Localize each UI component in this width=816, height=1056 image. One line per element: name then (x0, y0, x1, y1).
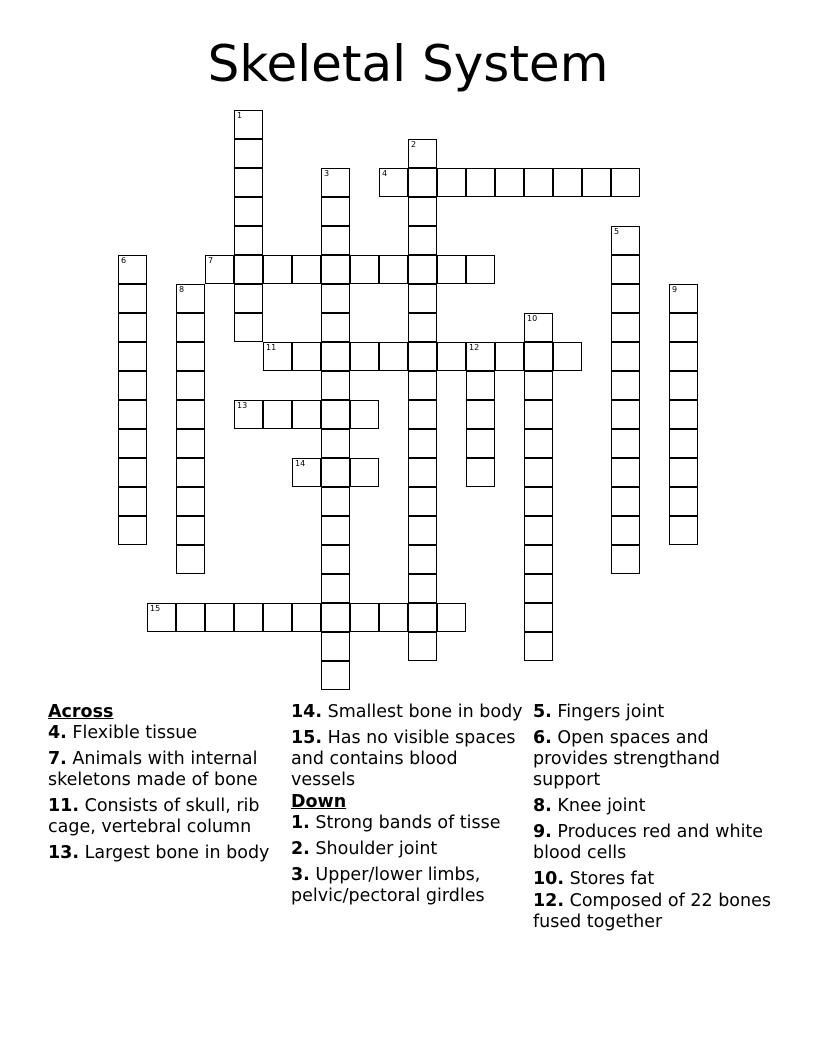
grid-cell[interactable] (263, 400, 292, 429)
grid-cell[interactable] (669, 487, 698, 516)
cell-number: 8 (179, 285, 185, 294)
grid-cell[interactable] (466, 255, 495, 284)
cell-number: 15 (150, 604, 161, 613)
grid-cell[interactable] (408, 197, 437, 226)
grid-cell[interactable] (524, 371, 553, 400)
grid-cell[interactable] (524, 632, 553, 661)
grid-cell[interactable] (611, 371, 640, 400)
grid-cell[interactable] (118, 487, 147, 516)
cell-number: 11 (266, 343, 277, 352)
cell-number: 5 (614, 227, 620, 236)
grid-cell[interactable] (611, 400, 640, 429)
clue-down-10: 10. Stores fat (533, 869, 655, 889)
grid-cell[interactable] (118, 255, 147, 284)
grid-cell[interactable] (524, 313, 553, 342)
grid-cell[interactable] (292, 255, 321, 284)
cell-number: 4 (382, 169, 388, 178)
grid-cell[interactable] (524, 342, 553, 371)
grid-cell[interactable] (408, 487, 437, 516)
grid-cell[interactable] (292, 603, 321, 632)
grid-cell[interactable] (205, 603, 234, 632)
grid-cell[interactable] (466, 429, 495, 458)
grid-cell[interactable] (234, 168, 263, 197)
grid-cell[interactable] (408, 429, 437, 458)
grid-cell[interactable] (118, 429, 147, 458)
grid-cell[interactable] (234, 313, 263, 342)
grid-cell[interactable] (234, 284, 263, 313)
grid-cell[interactable] (321, 632, 350, 661)
grid-cell[interactable] (611, 342, 640, 371)
grid-cell[interactable] (176, 429, 205, 458)
grid-cell[interactable] (611, 458, 640, 487)
cell-number: 3 (324, 169, 330, 178)
grid-cell[interactable] (669, 400, 698, 429)
grid-cell[interactable] (553, 168, 582, 197)
grid-cell[interactable] (321, 487, 350, 516)
grid-cell[interactable] (408, 458, 437, 487)
grid-cell[interactable] (234, 197, 263, 226)
grid-cell[interactable] (205, 255, 234, 284)
grid-cell[interactable] (292, 458, 321, 487)
grid-cell[interactable] (524, 603, 553, 632)
grid-cell[interactable] (350, 342, 379, 371)
grid-cell[interactable] (118, 400, 147, 429)
grid-cell[interactable] (495, 168, 524, 197)
clue-down-5: 5. Fingers joint (533, 702, 665, 722)
grid-cell[interactable] (408, 545, 437, 574)
grid-cell[interactable] (524, 516, 553, 545)
clue-down-2: 2. Shoulder joint (291, 839, 438, 859)
grid-cell[interactable] (524, 545, 553, 574)
grid-cell[interactable] (176, 342, 205, 371)
cell-number: 14 (295, 459, 306, 468)
cell-number: 9 (672, 285, 678, 294)
grid-cell[interactable] (176, 516, 205, 545)
grid-cell[interactable] (408, 371, 437, 400)
grid-cell[interactable] (611, 516, 640, 545)
grid-cell[interactable] (408, 603, 437, 632)
clue-across-13: 13. Largest bone in body (48, 843, 270, 863)
grid-cell[interactable] (176, 400, 205, 429)
grid-cell[interactable] (611, 168, 640, 197)
grid-cell[interactable] (321, 371, 350, 400)
clue-down-8: 8. Knee joint (533, 796, 646, 816)
cell-number: 6 (121, 256, 127, 265)
grid-cell[interactable] (234, 603, 263, 632)
grid-cell[interactable] (669, 458, 698, 487)
grid-cell[interactable] (437, 342, 466, 371)
grid-cell[interactable] (437, 603, 466, 632)
grid-cell[interactable] (292, 342, 321, 371)
grid-cell[interactable] (611, 313, 640, 342)
grid-cell[interactable] (408, 284, 437, 313)
grid-cell[interactable] (176, 371, 205, 400)
clue-column-2 (291, 702, 523, 912)
grid-cell[interactable] (321, 603, 350, 632)
clue-down-12: 12. Composed of 22 bones fused together (533, 891, 771, 932)
grid-cell[interactable] (321, 429, 350, 458)
down-heading: Down (291, 792, 347, 812)
grid-cell[interactable] (118, 371, 147, 400)
grid-cell[interactable] (582, 168, 611, 197)
grid-cell[interactable] (234, 226, 263, 255)
clue-column-3 (533, 702, 773, 938)
grid-cell[interactable] (234, 255, 263, 284)
grid-cell[interactable] (611, 284, 640, 313)
grid-cell[interactable] (176, 458, 205, 487)
grid-cell[interactable] (176, 487, 205, 516)
grid-cell[interactable] (408, 516, 437, 545)
clue-across-4: 4. Flexible tissue (48, 723, 198, 743)
clue-across-7: 7. Animals with internal skeletons made of bone (48, 749, 258, 790)
grid-cell[interactable] (495, 342, 524, 371)
grid-cell[interactable] (379, 168, 408, 197)
grid-cell[interactable] (321, 255, 350, 284)
grid-cell[interactable] (669, 516, 698, 545)
grid-cell[interactable] (524, 458, 553, 487)
grid-cell[interactable] (524, 168, 553, 197)
grid-cell[interactable] (321, 197, 350, 226)
grid-cell[interactable] (350, 255, 379, 284)
grid-cell[interactable] (408, 632, 437, 661)
grid-cell[interactable] (234, 400, 263, 429)
grid-cell[interactable] (263, 342, 292, 371)
grid-cell[interactable] (408, 255, 437, 284)
grid-cell[interactable] (263, 603, 292, 632)
grid-cell[interactable] (176, 545, 205, 574)
grid-cell[interactable] (176, 603, 205, 632)
grid-cell[interactable] (350, 603, 379, 632)
puzzle-title: Skeletal System (207, 35, 609, 93)
grid-cell[interactable] (553, 342, 582, 371)
grid-cell[interactable] (321, 516, 350, 545)
grid-cell[interactable] (147, 603, 176, 632)
grid-cell[interactable] (176, 284, 205, 313)
grid-cell[interactable] (321, 313, 350, 342)
clue-down-1: 1. Strong bands of tisse (291, 813, 501, 833)
grid-cell[interactable] (321, 661, 350, 690)
grid-cell[interactable] (379, 603, 408, 632)
grid-cell[interactable] (408, 313, 437, 342)
grid-cell[interactable] (524, 487, 553, 516)
grid-cell[interactable] (611, 226, 640, 255)
cell-number: 13 (237, 401, 248, 410)
grid-cell[interactable] (118, 516, 147, 545)
clue-across-11: 11. Consists of skull, rib cage, vertebral column (48, 796, 260, 837)
grid-cell[interactable] (408, 574, 437, 603)
grid-cell[interactable] (321, 574, 350, 603)
grid-cell[interactable] (408, 226, 437, 255)
grid-cell[interactable] (321, 284, 350, 313)
clue-down-6: 6. Open spaces and provides strengthand support (533, 728, 721, 790)
grid-cell[interactable] (234, 139, 263, 168)
grid-cell[interactable] (321, 342, 350, 371)
grid-cell[interactable] (379, 255, 408, 284)
clue-across-14: 14. Smallest bone in body (291, 702, 523, 722)
cell-number: 12 (469, 343, 480, 352)
grid-cell[interactable] (524, 400, 553, 429)
grid-cell[interactable] (466, 458, 495, 487)
grid-cell[interactable] (321, 458, 350, 487)
grid-cell[interactable] (176, 313, 205, 342)
grid-cell[interactable] (611, 545, 640, 574)
grid-cell[interactable] (669, 429, 698, 458)
across-heading: Across (48, 702, 114, 722)
grid-cell[interactable] (408, 342, 437, 371)
grid-cell[interactable] (466, 400, 495, 429)
grid-cell[interactable] (408, 139, 437, 168)
grid-cell[interactable] (669, 284, 698, 313)
grid-cell[interactable] (408, 168, 437, 197)
grid-cell[interactable] (611, 487, 640, 516)
grid-cell[interactable] (437, 255, 466, 284)
grid-cell[interactable] (408, 400, 437, 429)
clue-down-9: 9. Produces red and white blood cells (533, 822, 764, 863)
grid-cell[interactable] (611, 429, 640, 458)
grid-cell[interactable] (350, 458, 379, 487)
cell-number: 1 (237, 111, 243, 120)
clue-across-15: 15. Has no visible spaces and contains blood vessels (291, 728, 516, 790)
grid-cell[interactable] (524, 574, 553, 603)
grid-cell[interactable] (118, 284, 147, 313)
grid-cell[interactable] (292, 400, 321, 429)
grid-cell[interactable] (350, 400, 379, 429)
grid-cell[interactable] (321, 400, 350, 429)
cell-number: 7 (208, 256, 214, 265)
grid-cell[interactable] (118, 342, 147, 371)
grid-cell[interactable] (263, 255, 292, 284)
grid-cell[interactable] (611, 255, 640, 284)
grid-cell[interactable] (669, 342, 698, 371)
grid-cell[interactable] (466, 342, 495, 371)
grid-cell[interactable] (321, 226, 350, 255)
grid-cell[interactable] (118, 458, 147, 487)
grid-cell[interactable] (669, 313, 698, 342)
grid-cell[interactable] (321, 545, 350, 574)
grid-cell[interactable] (118, 313, 147, 342)
grid-cell[interactable] (466, 168, 495, 197)
grid-cell[interactable] (466, 371, 495, 400)
grid-cell[interactable] (437, 168, 466, 197)
grid-cell[interactable] (524, 429, 553, 458)
grid-cell[interactable] (321, 168, 350, 197)
cell-number: 2 (411, 140, 417, 149)
cell-number: 10 (527, 314, 538, 323)
clue-column-1 (48, 702, 282, 869)
grid-cell[interactable] (234, 110, 263, 139)
clue-down-3: 3. Upper/lower limbs, pelvic/pectoral girdles (291, 865, 485, 906)
grid-cell[interactable] (379, 342, 408, 371)
grid-cell[interactable] (669, 371, 698, 400)
